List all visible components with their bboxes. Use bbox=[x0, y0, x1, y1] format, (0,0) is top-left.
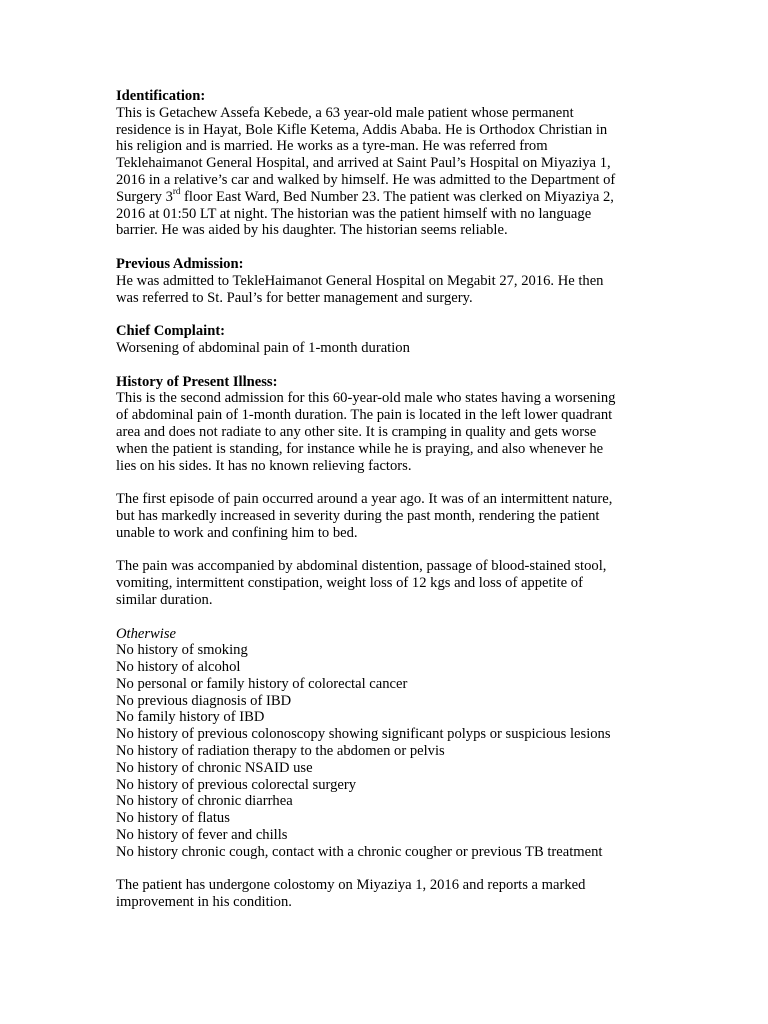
hpi-line: The first episode of pain occurred around a year ago. It was of an intermittent nature, bbox=[116, 491, 613, 508]
negative-history-item: No history of smoking bbox=[116, 642, 248, 659]
ward-ordinal-superscript: rd bbox=[172, 185, 181, 196]
negative-history-item: No personal or family history of colorectal cancer bbox=[116, 675, 408, 692]
hpi-paragraph-4 bbox=[116, 877, 656, 911]
negative-history-item: No history of alcohol bbox=[116, 659, 241, 676]
chief-complaint-line: Worsening of abdominal pain of 1-month duration bbox=[116, 339, 410, 356]
previous-admission-line: was referred to St. Paul’s for better management and surgery. bbox=[116, 289, 473, 306]
hpi-paragraph-3 bbox=[116, 558, 656, 608]
negative-history-item: No history of chronic diarrhea bbox=[116, 793, 293, 810]
hpi-line: vomiting, intermittent constipation, weight loss of 12 kgs and loss of appetite of bbox=[116, 575, 583, 592]
identification-line: his religion and is married. He works as a tyre-man. He was referred from bbox=[116, 138, 548, 155]
hpi-line: when the patient is standing, for instance while he is praying, and also whenever he bbox=[116, 440, 604, 457]
otherwise-label: Otherwise bbox=[116, 625, 176, 642]
previous-admission-line: He was admitted to TekleHaimanot General Hospital on Megabit 27, 2016. He then bbox=[116, 272, 604, 289]
hpi-line: but has markedly increased in severity during the past month, rendering the patient bbox=[116, 507, 600, 524]
negative-history-item: No history of radiation therapy to the abdomen or pelvis bbox=[116, 743, 445, 760]
negative-history-item: No previous diagnosis of IBD bbox=[116, 692, 292, 709]
identification-line: This is Getachew Assefa Kebede, a 63 year-old male patient whose permanent bbox=[116, 104, 574, 121]
hpi-line: similar duration. bbox=[116, 591, 213, 608]
negative-history-item: No history of chronic NSAID use bbox=[116, 759, 313, 776]
hpi-line: The patient has undergone colostomy on Miyaziya 1, 2016 and reports a marked bbox=[116, 877, 586, 894]
identification-line: barrier. He was aided by his daughter. The historian seems reliable. bbox=[116, 222, 508, 239]
hpi-line: The pain was accompanied by abdominal distention, passage of blood-stained stool, bbox=[116, 558, 607, 575]
hpi-line: of abdominal pain of 1-month duration. The pain is located in the left lower quadrant bbox=[116, 407, 613, 424]
negative-history-item: No history of flatus bbox=[116, 810, 230, 827]
hpi-line: lies on his sides. It has no known relieving factors. bbox=[116, 457, 412, 474]
identification-line: 2016 in a relative’s car and walked by himself. He was admitted to the Department of bbox=[116, 171, 616, 188]
negative-history-item: No history chronic cough, contact with a chronic cougher or previous TB treatment bbox=[116, 843, 603, 860]
hpi-paragraph-1 bbox=[116, 374, 656, 475]
negative-history-item: No history of previous colorectal surgery bbox=[116, 776, 357, 793]
ward-text-pre: Surgery 3 bbox=[116, 188, 173, 205]
identification-heading: Identification: bbox=[116, 88, 206, 104]
hpi-line: improvement in his condition. bbox=[116, 894, 292, 911]
identification-line: 2016 at 01:50 LT at night. The historian was the patient himself with no language bbox=[116, 205, 592, 222]
negative-history-item: No history of fever and chills bbox=[116, 827, 288, 844]
previous-admission-section bbox=[116, 256, 656, 306]
identification-section bbox=[116, 88, 656, 239]
hpi-line: area and does not radiate to any other site. It is cramping in quality and gets worse bbox=[116, 423, 597, 440]
hpi-line: unable to work and confining him to bed. bbox=[116, 524, 358, 541]
identification-line-ward bbox=[116, 185, 656, 206]
negative-history-item: No history of previous colonoscopy showing significant polyps or suspicious lesions bbox=[116, 726, 611, 743]
identification-line: Teklehaimanot General Hospital, and arrived at Saint Paul’s Hospital on Miyaziya 1, bbox=[116, 155, 611, 172]
hpi-heading: History of Present Illness: bbox=[116, 373, 278, 390]
hpi-line: This is the second admission for this 60-year-old male who states having a worsening bbox=[116, 390, 616, 407]
chief-complaint-heading: Chief Complaint: bbox=[116, 323, 226, 340]
document-body bbox=[116, 88, 656, 928]
chief-complaint-section bbox=[116, 323, 656, 357]
previous-admission-heading: Previous Admission: bbox=[116, 255, 244, 272]
negatives-section bbox=[116, 626, 656, 861]
hpi-paragraph-2 bbox=[116, 491, 656, 541]
identification-line: residence is in Hayat, Bole Kifle Ketema, Addis Ababa. He is Orthodox Christian in bbox=[116, 121, 608, 138]
ward-text-post: floor East Ward, Bed Number 23. The patient was clerked on Miyaziya 2, bbox=[180, 188, 614, 205]
negative-history-item: No family history of IBD bbox=[116, 709, 265, 726]
